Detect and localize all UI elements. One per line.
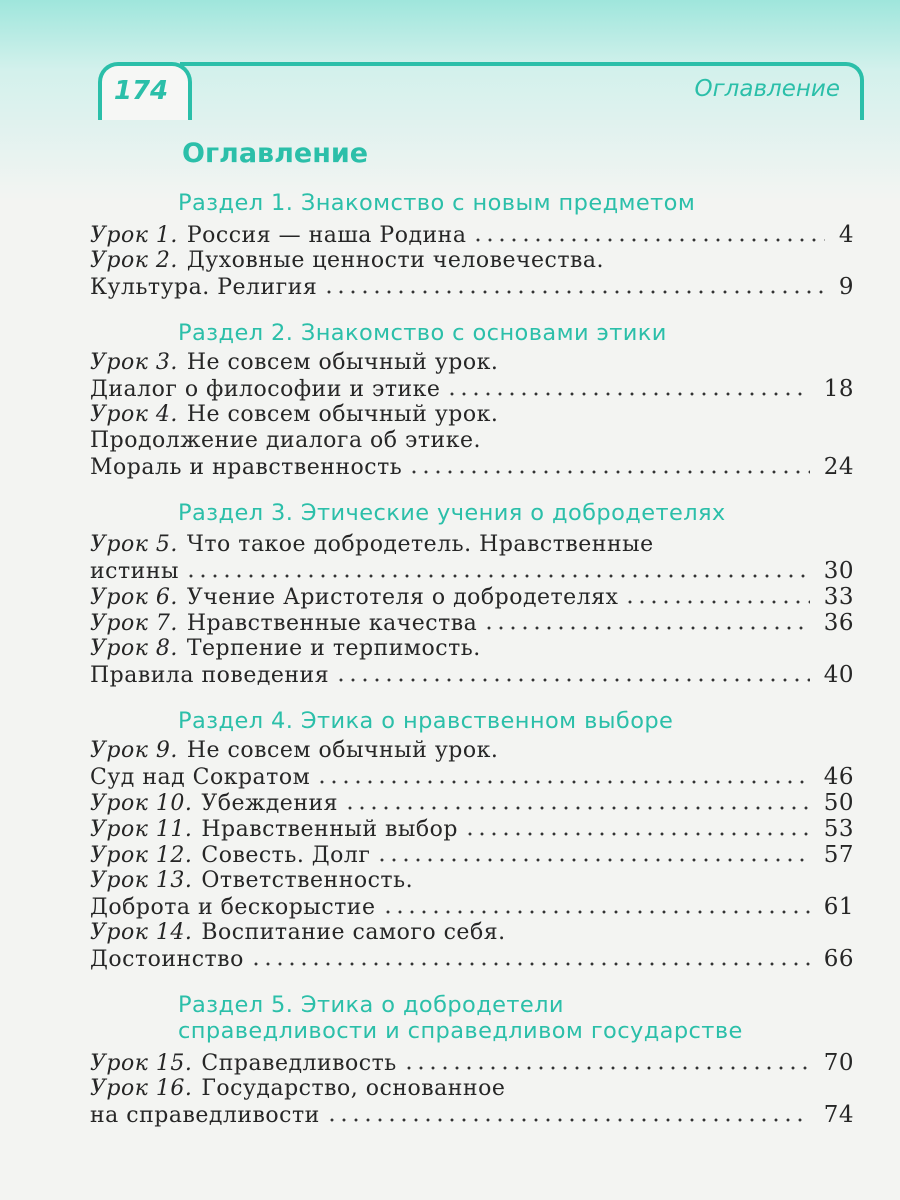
toc-entry-lesson-1[interactable]: [90, 222, 854, 248]
lesson-title-cont: Продолжение диалога об этике.: [90, 428, 481, 453]
lesson-title: Духовные ценности человечества.: [186, 248, 605, 273]
page-ref: 61: [823, 894, 854, 920]
dot-leader: [446, 391, 809, 397]
lesson-label: Урок 3.: [90, 350, 178, 375]
lesson-title: Не совсем обычный урок.: [186, 738, 499, 763]
page-ref: 33: [823, 584, 854, 610]
toc-entry-lesson-2-cont[interactable]: [90, 274, 854, 300]
section-4-title: Раздел 4. Этика о нравственном выборе: [178, 708, 674, 734]
toc-entry-lesson-16[interactable]: [90, 1076, 854, 1102]
toc-entry-lesson-15[interactable]: [90, 1050, 854, 1076]
page-ref: 50: [823, 790, 854, 816]
toc-entry-lesson-16-cont[interactable]: [90, 1102, 854, 1128]
lesson-title: Что такое добродетель. Нравственные: [186, 532, 654, 557]
page-ref: 66: [823, 946, 854, 972]
lesson-title: Справедливость: [201, 1051, 397, 1076]
lesson-label: Урок 5.: [90, 532, 178, 557]
lesson-title: Учение Аристотеля о добродетелях: [186, 585, 619, 610]
toc-entry-lesson-13-cont[interactable]: [90, 894, 854, 920]
toc-entry-lesson-5[interactable]: [90, 532, 854, 558]
lesson-title: Нравственные качества: [186, 611, 478, 636]
toc-entry-lesson-3[interactable]: [90, 350, 854, 376]
toc-entry-lesson-10[interactable]: [90, 790, 854, 816]
dot-leader: [464, 831, 810, 837]
dot-leader: [376, 857, 809, 863]
lesson-label: Урок 7.: [90, 611, 178, 636]
lesson-title-cont: на справедливости: [90, 1103, 320, 1128]
toc-entry-lesson-7[interactable]: [90, 610, 854, 636]
lesson-label: Урок 1.: [90, 223, 178, 248]
toc-entry-lesson-11[interactable]: [90, 816, 854, 842]
lesson-title-cont: Диалог о философии и этике: [90, 377, 441, 402]
page-ref: 18: [823, 376, 854, 402]
lesson-title-cont: Доброта и бескорыстие: [90, 895, 376, 920]
dot-leader: [250, 961, 810, 967]
lesson-title-cont: Культура. Религия: [90, 275, 318, 300]
lesson-label: Урок 15.: [90, 1051, 193, 1076]
toc-entry-lesson-14[interactable]: [90, 920, 854, 946]
dot-leader: [326, 1117, 810, 1123]
lesson-label: Урок 16.: [90, 1076, 193, 1101]
lesson-title: Терпение и терпимость.: [186, 636, 481, 661]
toc-entry-lesson-4[interactable]: [90, 402, 854, 428]
lesson-title: Не совсем обычный урок.: [186, 350, 499, 375]
section-3-title: Раздел 3. Этические учения о добродетелях: [178, 500, 726, 526]
dot-leader: [335, 677, 810, 683]
dot-leader: [316, 779, 810, 785]
page-ref: 36: [823, 610, 854, 636]
page-ref: 30: [823, 558, 854, 584]
lesson-label: Урок 11.: [90, 817, 193, 842]
page-ref: 40: [823, 662, 854, 688]
toc-entry-lesson-12[interactable]: [90, 842, 854, 868]
dot-leader: [185, 573, 810, 579]
toc-entry-lesson-8[interactable]: [90, 636, 854, 662]
toc-entry-lesson-14-cont[interactable]: [90, 946, 854, 972]
lesson-title: Нравственный выбор: [201, 817, 458, 842]
toc-entry-lesson-5-cont[interactable]: [90, 558, 854, 584]
lesson-title: Убеждения: [201, 791, 339, 816]
lesson-label: Урок 10.: [90, 791, 193, 816]
lesson-title-cont: Правила поведения: [90, 663, 330, 688]
toc-entry-lesson-3-cont[interactable]: [90, 376, 854, 402]
page-ref: 70: [823, 1050, 854, 1076]
section-5-title-cont: справедливости и справедливом государстве: [178, 1018, 743, 1044]
lesson-label: Урок 14.: [90, 920, 193, 945]
lesson-title-cont: Суд над Сократом: [90, 765, 311, 790]
lesson-label: Урок 13.: [90, 868, 193, 893]
dot-leader: [483, 625, 809, 631]
dot-leader: [382, 909, 810, 915]
page-ref: 74: [823, 1102, 854, 1128]
toc-entry-lesson-4-cont[interactable]: [90, 428, 854, 454]
dot-leader: [472, 237, 824, 243]
lesson-label: Урок 2.: [90, 248, 178, 273]
lesson-label: Урок 12.: [90, 843, 193, 868]
toc-title: Оглавление: [182, 138, 369, 169]
page-ref: 46: [823, 764, 854, 790]
lesson-title: Россия — наша Родина: [186, 223, 467, 248]
toc-entry-lesson-8-cont[interactable]: [90, 662, 854, 688]
page-ref: 9: [838, 274, 854, 300]
page-ref: 4: [838, 222, 854, 248]
page-ref: 53: [823, 816, 854, 842]
lesson-label: Урок 4.: [90, 402, 178, 427]
toc-entry-lesson-4-cont2[interactable]: [90, 454, 854, 480]
lesson-title: Государство, основанное: [201, 1076, 506, 1101]
dot-leader: [344, 805, 810, 811]
section-5-title: Раздел 5. Этика о добродетели: [178, 992, 564, 1018]
dot-leader: [403, 1065, 810, 1071]
lesson-label: Урок 6.: [90, 585, 178, 610]
lesson-title-cont: Мораль и нравственность: [90, 455, 403, 480]
lesson-title-cont: Достоинство: [90, 947, 244, 972]
lesson-title-cont: истины: [90, 559, 179, 584]
section-2-title: Раздел 2. Знакомство с основами этики: [178, 320, 667, 346]
lesson-label: Урок 8.: [90, 636, 178, 661]
page-ref: 57: [823, 842, 854, 868]
running-title: Оглавление: [694, 76, 840, 102]
toc-entry-lesson-9[interactable]: [90, 738, 854, 764]
toc-entry-lesson-2[interactable]: [90, 248, 854, 274]
toc-entry-lesson-13[interactable]: [90, 868, 854, 894]
lesson-title: Совесть. Долг: [201, 843, 371, 868]
section-1-title: Раздел 1. Знакомство с новым предметом: [178, 190, 696, 216]
dot-leader: [323, 289, 825, 295]
page-ref: 24: [823, 454, 854, 480]
lesson-title: Воспитание самого себя.: [201, 920, 506, 945]
toc-entry-lesson-9-cont[interactable]: [90, 764, 854, 790]
lesson-label: Урок 9.: [90, 738, 178, 763]
page-number: 174: [113, 76, 169, 106]
lesson-title: Ответственность.: [201, 868, 414, 893]
toc-entry-lesson-6[interactable]: [90, 584, 854, 610]
dot-leader: [624, 599, 809, 605]
lesson-title: Не совсем обычный урок.: [186, 402, 499, 427]
dot-leader: [408, 469, 809, 475]
